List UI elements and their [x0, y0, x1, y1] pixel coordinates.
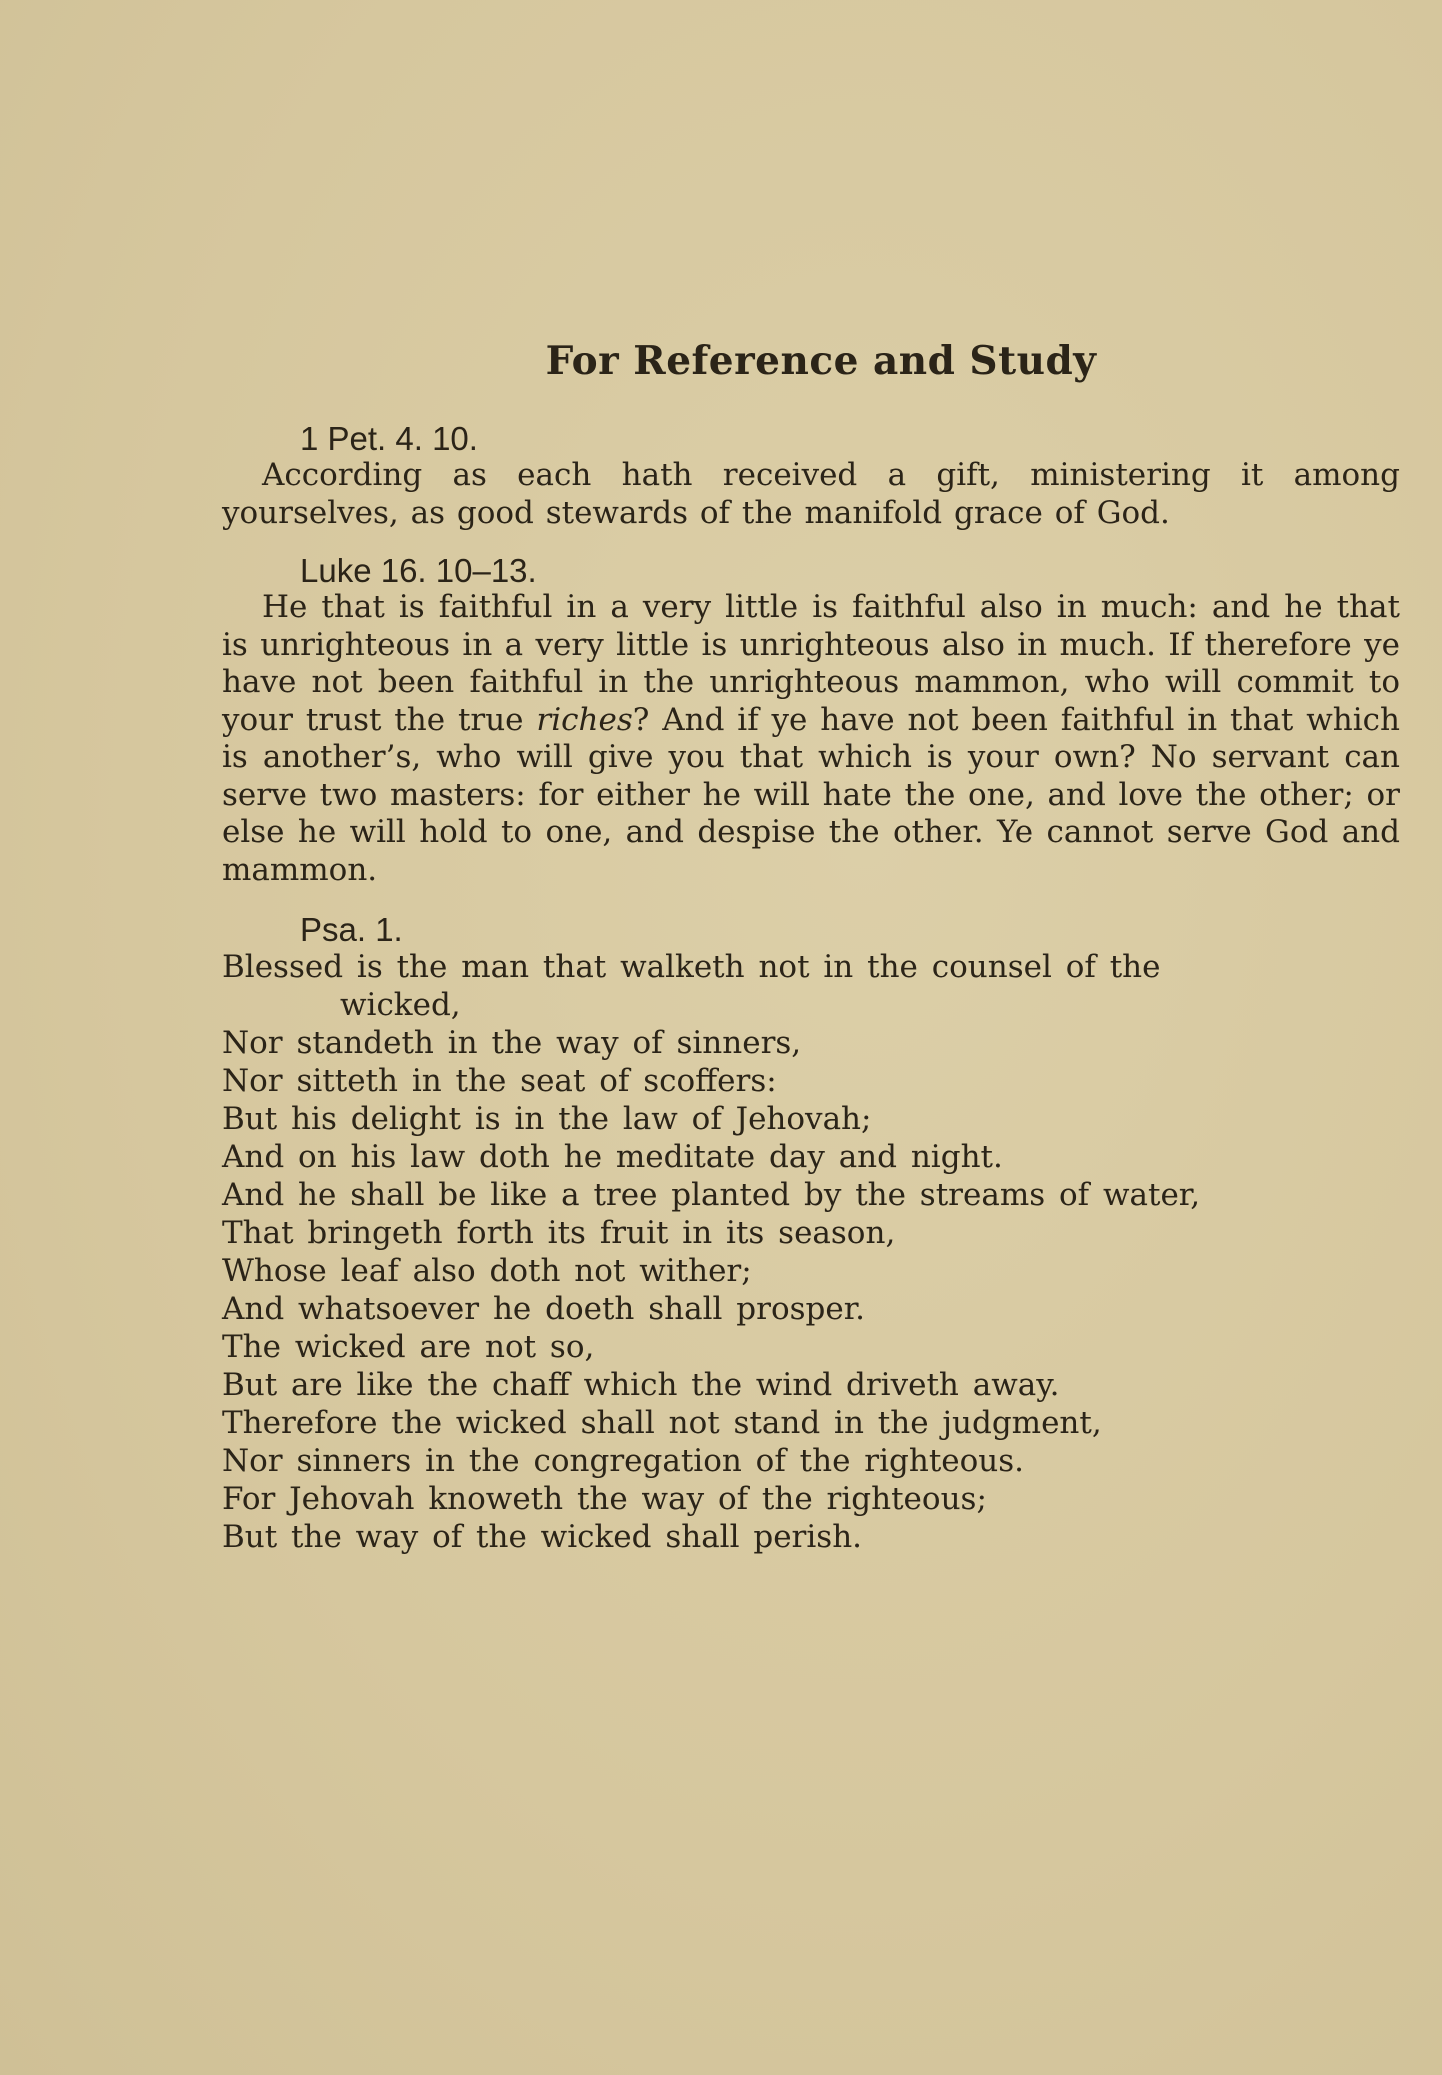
italic-word: riches: [536, 701, 633, 738]
section-psalm: [222, 911, 1400, 1556]
scripture-reference: 1 Pet. 4. 10.: [300, 420, 478, 457]
psalm-line: The wicked are not so,: [222, 1329, 595, 1365]
psalm-line: Nor standeth in the way of sinners,: [222, 1025, 802, 1061]
psalm-line: Whose leaf also doth not wither;: [222, 1253, 752, 1289]
psalm-line: For Jehovah knoweth the way of the righteous;: [222, 1481, 987, 1517]
scripture-text: [222, 589, 1400, 889]
psalm-line: And he shall be like a tree planted by the streams of water,: [222, 1177, 1201, 1213]
psalm-lines: [222, 948, 1400, 1556]
psalm-line: But the way of the wicked shall perish.: [222, 1519, 863, 1555]
section-1-pet: [222, 420, 1400, 532]
scripture-reference: Psa. 1.: [300, 911, 403, 948]
page-content: [222, 338, 1400, 1576]
text-after-italic: ? And if ye have not been faithful in that which is another’s, who will give you that which is your own? No servant can serve two masters: for either he will hate the one, and love the other; or else he will hold to one, and despise the other. Ye cannot serve God and mammon.: [222, 701, 1400, 888]
psalm-line: But his delight is in the law of Jehovah;: [222, 1101, 872, 1137]
scripture-reference: Luke 16. 10–13.: [300, 552, 537, 589]
psalm-line: Blessed is the man that walketh not in the counsel of the: [222, 949, 1161, 985]
text-before-italic: He that is faithful in a very little is faithful also in much: and he that is unrighteous in a very little is unrighteous also in much. If therefore ye have not been faithful in the unrighteous mammon, who will commit to your trust the true: [222, 589, 1400, 738]
psalm-line: wicked,: [340, 987, 461, 1023]
psalm-line: And whatsoever he doeth shall prosper.: [222, 1291, 865, 1327]
psalm-line: And on his law doth he meditate day and night.: [222, 1139, 1003, 1175]
page-title: For Reference and Study: [545, 338, 1097, 384]
psalm-line: But are like the chaff which the wind driveth away.: [222, 1367, 1060, 1403]
section-luke: [222, 552, 1400, 889]
scripture-text: According as each hath received a gift, ministering it among yourselves, as good stewards of the manifold grace of God.: [222, 457, 1400, 531]
psalm-line: Therefore the wicked shall not stand in the judgment,: [222, 1405, 1102, 1441]
psalm-line: Nor sinners in the congregation of the righteous.: [222, 1443, 1025, 1479]
psalm-line: That bringeth forth its fruit in its season,: [222, 1215, 896, 1251]
psalm-line: Nor sitteth in the seat of scoffers:: [222, 1063, 777, 1099]
